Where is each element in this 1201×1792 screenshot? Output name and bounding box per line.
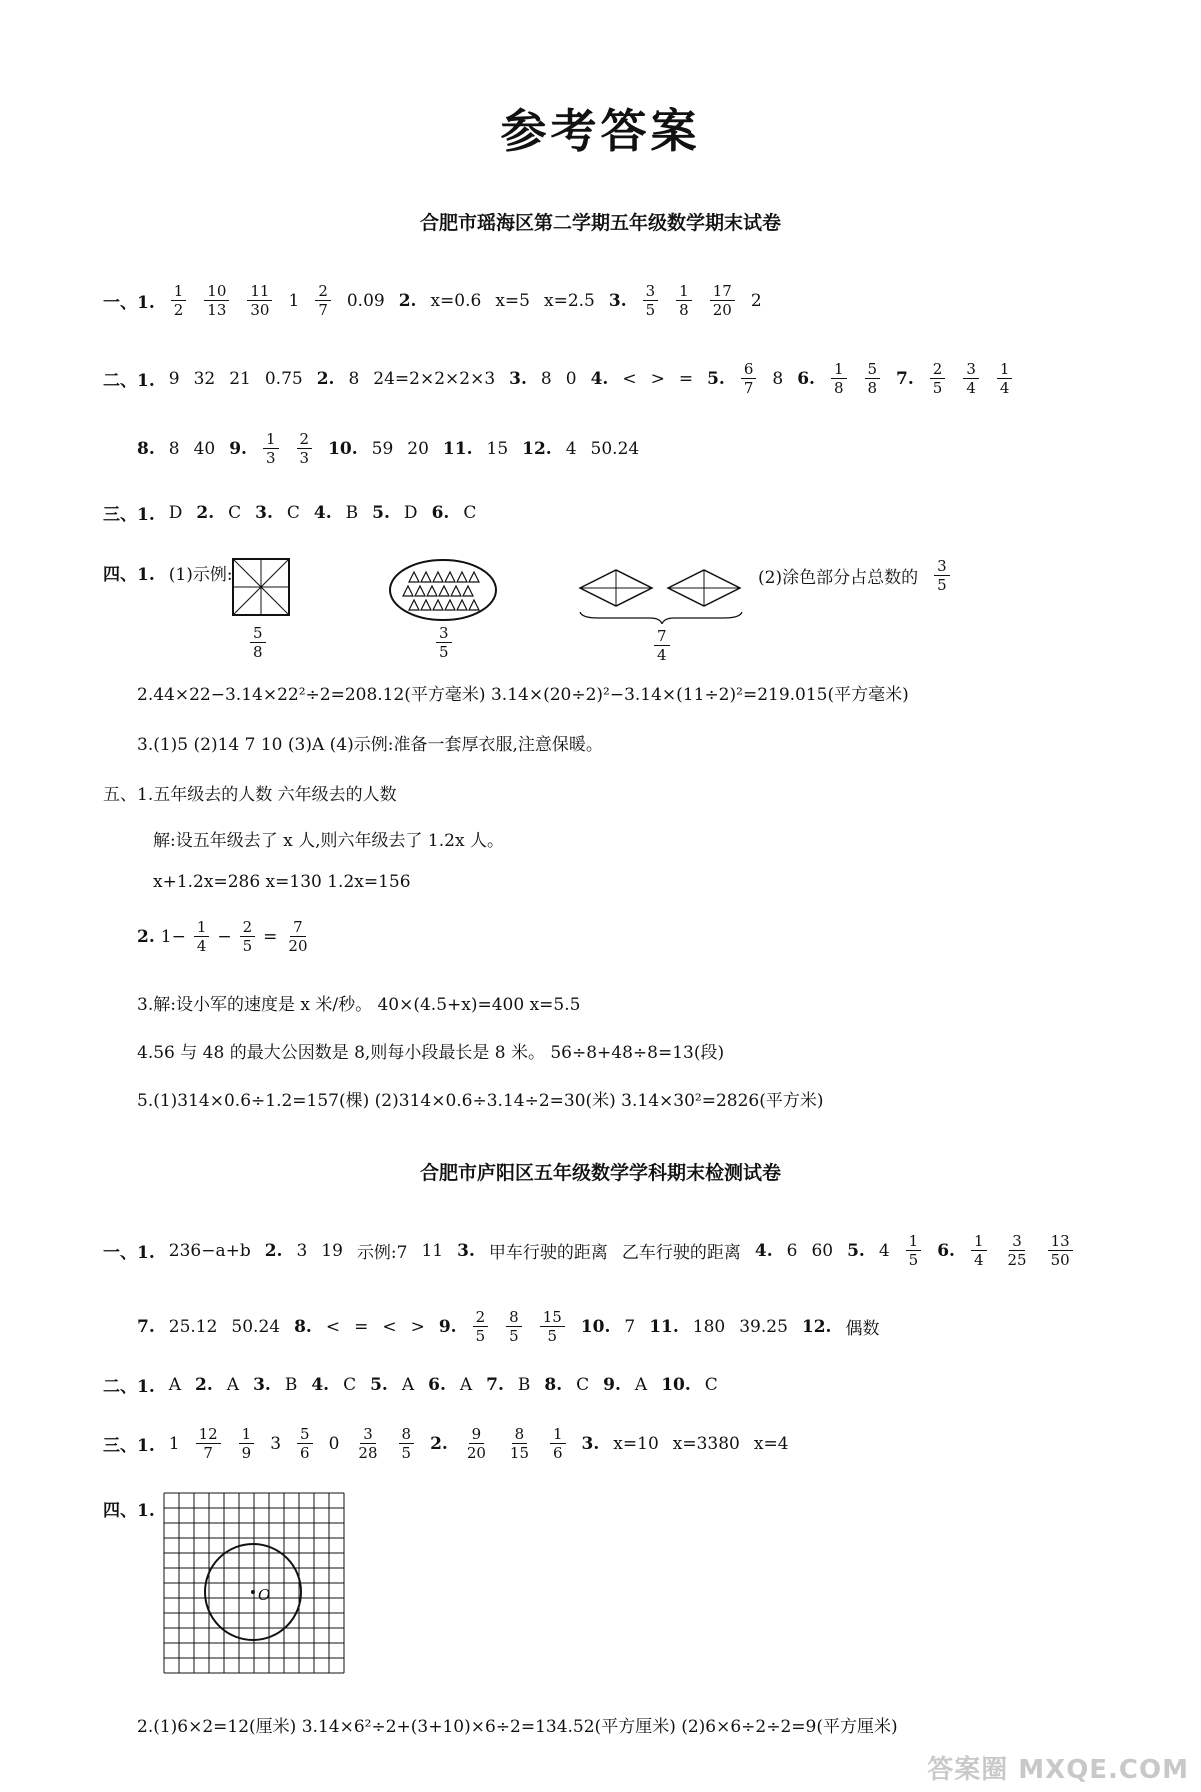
answer-token: A: [226, 1374, 240, 1395]
circle-center-label: O: [258, 1586, 271, 1604]
answer-token: 19: [321, 1240, 343, 1261]
triangle-mark: [421, 572, 431, 582]
fraction: $\frac{6}{7}$: [741, 360, 757, 397]
fraction: $\frac{1}{4}$: [971, 1232, 987, 1269]
triangle-mark: [403, 586, 413, 596]
part2-frac: [932, 556, 952, 594]
q4-number: 四、1.: [103, 565, 155, 585]
answer-token: <: [382, 1316, 397, 1337]
answer-token: >: [410, 1316, 425, 1337]
item-number: 2.: [196, 502, 215, 523]
triangle-mark: [457, 600, 467, 610]
fraction: $\frac{3}{5}$: [934, 557, 950, 594]
answer-token: =: [354, 1316, 369, 1337]
fraction: $\frac{15}{5}$: [540, 1308, 565, 1345]
item-number: 8.: [137, 438, 155, 459]
fraction: $\frac{1}{8}$: [831, 360, 847, 397]
item-number: 6.: [428, 1374, 446, 1395]
answer-token: 8: [168, 438, 180, 459]
fraction: $\frac{2}{5}$: [930, 360, 946, 397]
fraction: $\frac{5}{6}$: [297, 1425, 313, 1462]
answer-line: [103, 1232, 1075, 1269]
fig3-frac: [652, 626, 672, 664]
item-number: 2.: [398, 290, 417, 311]
answer-token: 3: [270, 1433, 282, 1454]
answer-token: 236−a+b: [168, 1240, 251, 1261]
fraction: $\frac{2}{7}$: [315, 282, 331, 319]
fraction: $\frac{1}{3}$: [263, 430, 279, 467]
triangle-mark: [451, 586, 461, 596]
answer-token: x=3380: [672, 1433, 740, 1454]
triangle-mark: [469, 600, 479, 610]
answer-token: A: [634, 1374, 648, 1395]
fraction: $\frac{5}{8}$: [865, 360, 881, 397]
item-number: 3.: [253, 1374, 271, 1395]
item-number: 5.: [847, 1240, 865, 1261]
item-number: 12.: [522, 438, 552, 459]
item-number: 2.: [264, 1240, 283, 1261]
answer-token: 4: [565, 438, 577, 459]
answer-token: 3: [296, 1240, 308, 1261]
item-number: 9.: [438, 1316, 457, 1337]
item-number: 5.: [372, 502, 390, 523]
item-number: 二、1.: [103, 371, 155, 391]
item-number: 10.: [661, 1374, 691, 1395]
fraction: $\frac{17}{20}$: [710, 282, 735, 319]
fraction: $\frac{8}{5}$: [399, 1425, 415, 1462]
q4-prefix: [103, 560, 233, 585]
answer-token: A: [459, 1374, 473, 1395]
item-number: 8.: [294, 1316, 312, 1337]
answer-token: 50.24: [590, 438, 640, 459]
answer-line: 2.(1)6×2=12(厘米) 3.14×6²÷2+(3+10)×6÷2=134.52(平方厘米) (2)6×6÷2÷2=9(平方厘米): [137, 1717, 898, 1737]
item-number: 8.: [544, 1374, 563, 1395]
answer-token: 甲车行驶的距离: [488, 1243, 608, 1263]
answer-token: B: [284, 1374, 298, 1395]
triangle-mark: [445, 600, 455, 610]
answer-token: 59: [371, 438, 394, 459]
fraction: $\frac{2}{3}$: [297, 430, 313, 467]
answer-line: [103, 1372, 718, 1397]
answer-token: A: [401, 1374, 415, 1395]
fraction: $\frac{1}{5}$: [906, 1232, 922, 1269]
item-number: 3.: [608, 290, 627, 311]
item-number: 9.: [229, 438, 247, 459]
answer-token: 1−: [160, 926, 186, 947]
fig2-frac: [434, 623, 454, 661]
page-title: 参考答案: [500, 104, 701, 158]
fraction: $\frac{1}{2}$: [171, 282, 187, 319]
watermark: 答案圈 MXQE.COM: [927, 1755, 1189, 1785]
answer-token: 24=2×2×2×3: [373, 368, 496, 389]
item-number: 三、1.: [103, 505, 155, 525]
fraction: $\frac{7}{20}$: [288, 918, 308, 955]
answer-token: C: [228, 502, 242, 523]
answer-token: 0: [565, 368, 577, 389]
item-number: 3.: [457, 1240, 475, 1261]
answer-token: 11: [421, 1240, 444, 1261]
answer-line: [137, 1308, 879, 1345]
answer-token: =: [263, 926, 278, 947]
answer-token: 8: [540, 368, 552, 389]
fig1-frac: [248, 623, 268, 661]
answer-token: 2: [750, 290, 762, 311]
item-number: 三、1.: [103, 1436, 155, 1456]
q4b-prefix: 四、1.: [103, 1501, 155, 1521]
item-number: 11.: [649, 1316, 679, 1337]
answer-line: 2.44×22−3.14×22²÷2=208.12(平方毫米) 3.14×(20÷2)²−3.14×(11÷2)²=219.015(平方毫米): [137, 685, 909, 705]
triangle-mark: [409, 572, 419, 582]
item-number: 6.: [797, 368, 815, 389]
answer-token: x=10: [613, 1433, 659, 1454]
square-figure: [232, 558, 292, 618]
triangle-mark: [445, 572, 455, 582]
answer-token: x=4: [753, 1433, 789, 1454]
answer-token: 7: [624, 1316, 636, 1337]
fraction: $\frac{3}{4}$: [963, 360, 979, 397]
fraction: $\frac{3}{5}$: [436, 624, 452, 661]
answer-token: 39.25: [739, 1316, 788, 1337]
answer-token: D: [403, 502, 418, 523]
fraction: $\frac{1}{6}$: [550, 1425, 566, 1462]
answer-token: C: [576, 1374, 590, 1395]
answer-line: 5.(1)314×0.6÷1.2=157(棵) (2)314×0.6÷3.14÷2=30(米) 3.14×30²=2826(平方米): [137, 1091, 824, 1111]
item-number: 9.: [603, 1374, 621, 1395]
fraction: $\frac{12}{7}$: [196, 1425, 221, 1462]
item-number: 3.: [255, 502, 273, 523]
fraction: $\frac{3}{28}$: [358, 1425, 378, 1462]
fraction: $\frac{2}{5}$: [240, 918, 256, 955]
fraction: $\frac{3}{25}$: [1007, 1232, 1027, 1269]
fraction: $\frac{2}{5}$: [473, 1308, 489, 1345]
answer-token: 0.09: [346, 290, 385, 311]
fraction: $\frac{8}{5}$: [506, 1308, 522, 1345]
item-number: 11.: [442, 438, 473, 459]
answer-line: 4.56 与 48 的最大公因数是 8,则每小段最长是 8 米。 56÷8+48÷8=13(段): [137, 1043, 725, 1063]
answer-line: 解:设五年级去了 x 人,则六年级去了 1.2x 人。: [153, 831, 504, 851]
item-number: 6.: [431, 502, 450, 523]
answer-line: x+1.2x=286 x=130 1.2x=156: [153, 872, 411, 892]
answer-token: 4: [878, 1240, 890, 1261]
answer-line: [103, 282, 762, 319]
triangle-mark: [415, 586, 425, 596]
answer-token: =: [678, 368, 694, 389]
answer-token: C: [286, 502, 300, 523]
answer-token: 40: [193, 438, 216, 459]
answer-line: 3.解:设小军的速度是 x 米/秒。 40×(4.5+x)=400 x=5.5: [137, 995, 581, 1015]
section-heading-1: 合肥市瑶海区第二学期五年级数学期末试卷: [419, 212, 781, 234]
item-number: 10.: [328, 438, 358, 459]
answer-token: 示例:7: [356, 1243, 408, 1263]
item-number: 6.: [937, 1240, 955, 1261]
answer-line: [103, 360, 1014, 397]
fraction: $\frac{1}{4}$: [194, 918, 210, 955]
triangle-mark: [409, 600, 419, 610]
item-number: 12.: [801, 1316, 832, 1337]
answer-token: 1: [288, 290, 300, 311]
answer-token: 25.12: [168, 1316, 218, 1337]
triangle-mark: [427, 586, 437, 596]
answer-token: C: [343, 1374, 357, 1395]
fraction: $\frac{1}{4}$: [997, 360, 1013, 397]
item-number: 2.: [195, 1374, 213, 1395]
answer-token: 9: [168, 368, 180, 389]
fraction: $\frac{8}{15}$: [509, 1425, 529, 1462]
fraction: $\frac{13}{50}$: [1048, 1232, 1073, 1269]
answer-token: 乙车行驶的距离: [621, 1243, 741, 1263]
item-number: 10.: [580, 1316, 611, 1337]
item-number: 7.: [137, 1316, 155, 1337]
answer-token: 8: [772, 368, 784, 389]
answer-token: x=0.6: [430, 290, 482, 311]
fraction: $\frac{7}{4}$: [654, 627, 670, 664]
fraction: $\frac{9}{20}$: [466, 1425, 486, 1462]
answer-line: 3.(1)5 (2)14 7 10 (3)A (4)示例:准备一套厚衣服,注意保暖。: [137, 735, 603, 755]
fraction: $\frac{11}{30}$: [247, 282, 272, 319]
triangle-mark: [463, 586, 473, 596]
answer-token: 50.24: [231, 1316, 281, 1337]
oval-triangles-figure: [388, 558, 498, 623]
answer-token: 15: [486, 438, 509, 459]
answer-line: 五、1.五年级去的人数 六年级去的人数: [103, 785, 397, 805]
item-number: 一、1.: [103, 293, 155, 313]
answer-token: 32: [193, 368, 216, 389]
answer-line: [137, 430, 639, 467]
answer-token: −: [217, 926, 232, 947]
fraction: $\frac{5}{8}$: [250, 624, 266, 661]
answer-token: 偶数: [845, 1319, 880, 1339]
answer-token: >: [650, 368, 665, 389]
answer-token: D: [168, 502, 183, 523]
answer-line: [103, 1425, 789, 1462]
item-number: 4.: [313, 502, 332, 523]
grid-circle-figure: [163, 1492, 345, 1674]
q4-example-label: (1)示例:: [168, 565, 233, 585]
answer-token: 8: [348, 368, 360, 389]
answer-line: [103, 500, 476, 525]
item-number: 4.: [754, 1240, 773, 1261]
fraction: $\frac{1}{9}$: [239, 1425, 255, 1462]
fraction: $\frac{10}{13}$: [204, 282, 229, 319]
answer-token: 0.75: [264, 368, 303, 389]
answer-token: B: [517, 1374, 531, 1395]
item-number: 7.: [486, 1374, 504, 1395]
item-number: 2.: [137, 926, 155, 947]
triangle-mark: [439, 586, 449, 596]
answer-token: 60: [811, 1240, 834, 1261]
q4-part2: [758, 556, 952, 594]
answer-token: 180: [692, 1316, 726, 1337]
item-number: 4.: [311, 1374, 330, 1395]
item-number: 5.: [707, 368, 725, 389]
answer-token: x=2.5: [544, 290, 595, 311]
answer-token: 6: [786, 1240, 798, 1261]
section-heading-2: 合肥市庐阳区五年级数学学科期末检测试卷: [419, 1162, 781, 1184]
answer-token: B: [345, 502, 359, 523]
item-number: 3.: [509, 368, 527, 389]
answer-token: A: [168, 1374, 182, 1395]
item-number: 一、1.: [103, 1243, 155, 1263]
answer-token: 1: [168, 1433, 180, 1454]
item-number: 二、1.: [103, 1377, 155, 1397]
triangle-mark: [433, 600, 443, 610]
answer-token: C: [704, 1374, 718, 1395]
answer-token: 20: [407, 438, 429, 459]
item-number: 7.: [896, 368, 914, 389]
fraction: $\frac{1}{8}$: [676, 282, 692, 319]
triangle-mark: [457, 572, 467, 582]
answer-token: <: [622, 368, 637, 389]
diamonds-figure: [578, 566, 743, 624]
answer-token: <: [325, 1316, 341, 1337]
triangle-mark: [469, 572, 479, 582]
item-number: 2.: [430, 1433, 448, 1454]
part2-text: (2)涂色部分占总数的: [758, 567, 919, 588]
answer-token: x=5: [495, 290, 530, 311]
answer-token: 0: [328, 1433, 340, 1454]
item-number: 3.: [581, 1433, 600, 1454]
item-number: 2.: [316, 368, 335, 389]
triangle-mark: [433, 572, 443, 582]
triangle-mark: [421, 600, 431, 610]
answer-token: 21: [229, 368, 251, 389]
answer-line: [137, 918, 313, 955]
item-number: 5.: [370, 1374, 388, 1395]
answer-token: C: [463, 502, 477, 523]
fraction: $\frac{3}{5}$: [643, 282, 659, 319]
item-number: 4.: [590, 368, 609, 389]
